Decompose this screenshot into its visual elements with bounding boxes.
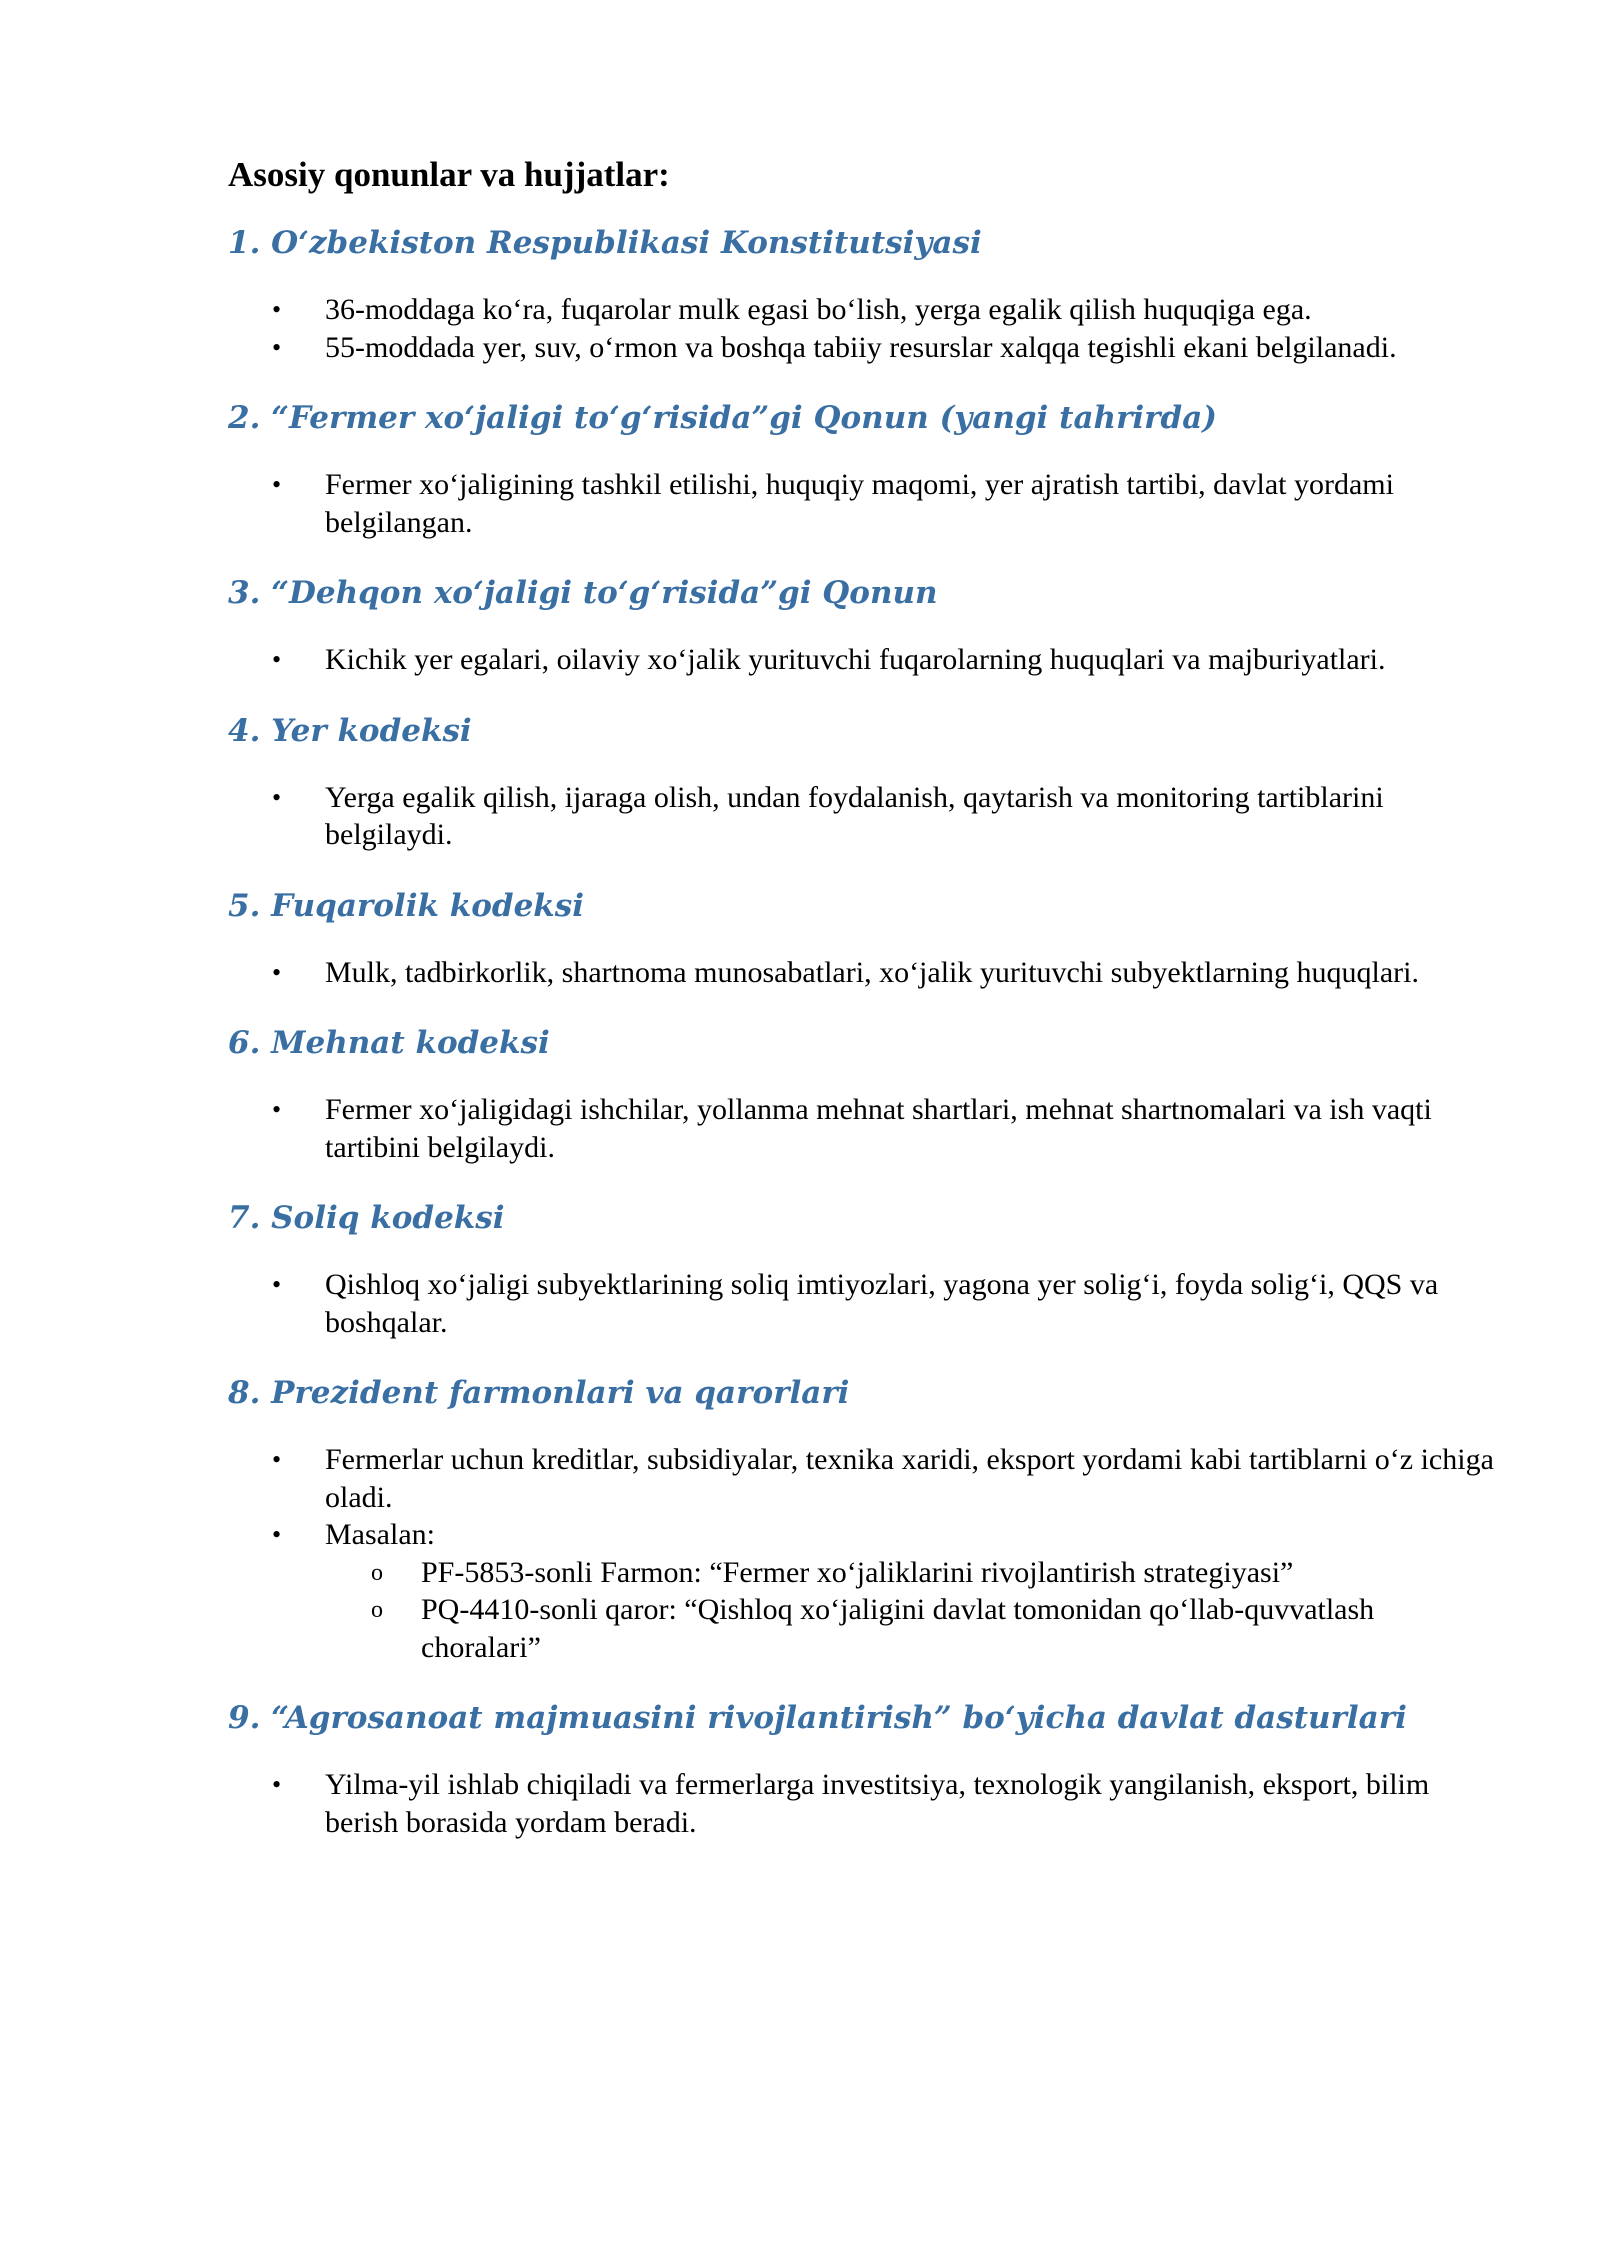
bullet-icon: • [272, 957, 282, 987]
list-item-text: Mulk, tadbirkorlik, shartnoma munosabatlari, xo‘jalik yurituvchi subyektlarning huquqlari. [325, 955, 1419, 989]
section-heading: 6. Mehnat kodeksi [228, 1025, 550, 1061]
list-item [228, 466, 1498, 541]
list-item-text: Yerga egalik qilish, ijaraga olish, undan foydalanish, qaytarish va monitoring tartiblarini belgilaydi. [325, 780, 1384, 851]
bullet-icon: • [272, 1520, 282, 1549]
bullet-list [228, 1441, 1498, 1666]
bullet-icon: • [272, 1270, 282, 1299]
list-item [228, 291, 1498, 329]
section-heading: 3. “Dehqon xo‘jaligi to‘g‘risida”gi Qonun [228, 575, 938, 611]
bullet-list [228, 779, 1498, 854]
list-item [228, 1516, 1498, 1666]
list-item-text: Fermerlar uchun kreditlar, subsidiyalar, texnika xaridi, eksport yordami kabi tartiblarni o‘z ichiga oladi. [325, 1443, 1494, 1514]
list-item-text: Fermer xo‘jaligidagi ishchilar, yollanma mehnat shartlari, mehnat shartnomalari va ish vaqti tartibini belgilaydi. [325, 1093, 1432, 1164]
bullet-list [228, 954, 1498, 992]
sub-list-item-text: PQ-4410-sonli qaror: “Qishloq xo‘jaligini davlat tomonidan qo‘llab-quvvatlash choralari” [421, 1593, 1375, 1664]
bullet-icon: • [272, 782, 282, 812]
bullet-icon: • [272, 645, 282, 674]
list-item-text: Kichik yer egalari, oilaviy xo‘jalik yurituvchi fuqarolarning huquqlari va majburiyatlari. [325, 643, 1386, 676]
list-item [228, 641, 1498, 679]
circle-bullet-icon: o [371, 1559, 383, 1586]
list-item [228, 329, 1498, 367]
sub-list-item [325, 1554, 1498, 1592]
list-item [228, 779, 1498, 854]
bullet-list [228, 1091, 1498, 1166]
document-page [228, 150, 1498, 1871]
page-title: Asosiy qonunlar va hujjatlar: [228, 155, 670, 194]
bullet-icon: • [272, 295, 282, 324]
bullet-icon: • [272, 1770, 282, 1799]
section-heading: 2. “Fermer xo‘jaligi to‘g‘risida”gi Qonun (yangi tahrirda) [228, 400, 1217, 436]
list-item-text: Yilma-yil ishlab chiqiladi va fermerlarga investitsiya, texnologik yangilanish, eksport, bilim berish borasida yordam beradi. [325, 1768, 1430, 1839]
bullet-list [228, 1766, 1498, 1841]
bullet-icon: • [272, 470, 282, 499]
section-heading: 1. O‘zbekiston Respublikasi Konstitutsiyasi [228, 225, 982, 261]
list-item [228, 1441, 1498, 1516]
list-item [228, 1266, 1498, 1341]
sub-list-item-text: PF-5853-sonli Farmon: “Fermer xo‘jaliklarini rivojlantirish strategiyasi” [421, 1555, 1294, 1589]
list-item-text: 55-moddada yer, suv, o‘rmon va boshqa tabiiy resurslar xalqqa tegishli ekani belgilanadi. [325, 330, 1397, 364]
bullet-list [228, 1266, 1498, 1341]
list-item-text: 36-moddaga ko‘ra, fuqarolar mulk egasi bo‘lish, yerga egalik qilish huquqiga ega. [325, 293, 1312, 326]
list-item-text: Fermer xo‘jaligining tashkil etilishi, huquqiy maqomi, yer ajratish tartibi, davlat yordami belgilangan. [325, 468, 1394, 539]
section-heading: 9. “Agrosanoat majmuasini rivojlantirish” bo‘yicha davlat dasturlari [228, 1700, 1407, 1736]
bullet-icon: • [272, 1445, 282, 1474]
list-item [228, 1091, 1498, 1166]
list-item [228, 954, 1498, 992]
bullet-icon: • [272, 332, 282, 362]
list-item-text: Masalan: [325, 1518, 435, 1551]
list-item [228, 1766, 1498, 1841]
sub-list-item [325, 1591, 1498, 1666]
section-heading: 8. Prezident farmonlari va qarorlari [228, 1375, 850, 1411]
bullet-list [228, 466, 1498, 541]
sections-container [228, 221, 1498, 1841]
section-heading: 4. Yer kodeksi [228, 712, 472, 749]
list-item-text: Qishloq xo‘jaligi subyektlarining soliq imtiyozlari, yagona yer solig‘i, foyda solig‘i, QQS va boshqalar. [325, 1268, 1439, 1339]
bullet-icon: • [272, 1095, 282, 1124]
section-heading: 7. Soliq kodeksi [228, 1200, 505, 1236]
section-heading: 5. Fuqarolik kodeksi [228, 887, 585, 924]
circle-bullet-icon: o [371, 1597, 383, 1623]
bullet-list [228, 291, 1498, 366]
sub-bullet-list [228, 1554, 1498, 1667]
bullet-list [228, 641, 1498, 679]
